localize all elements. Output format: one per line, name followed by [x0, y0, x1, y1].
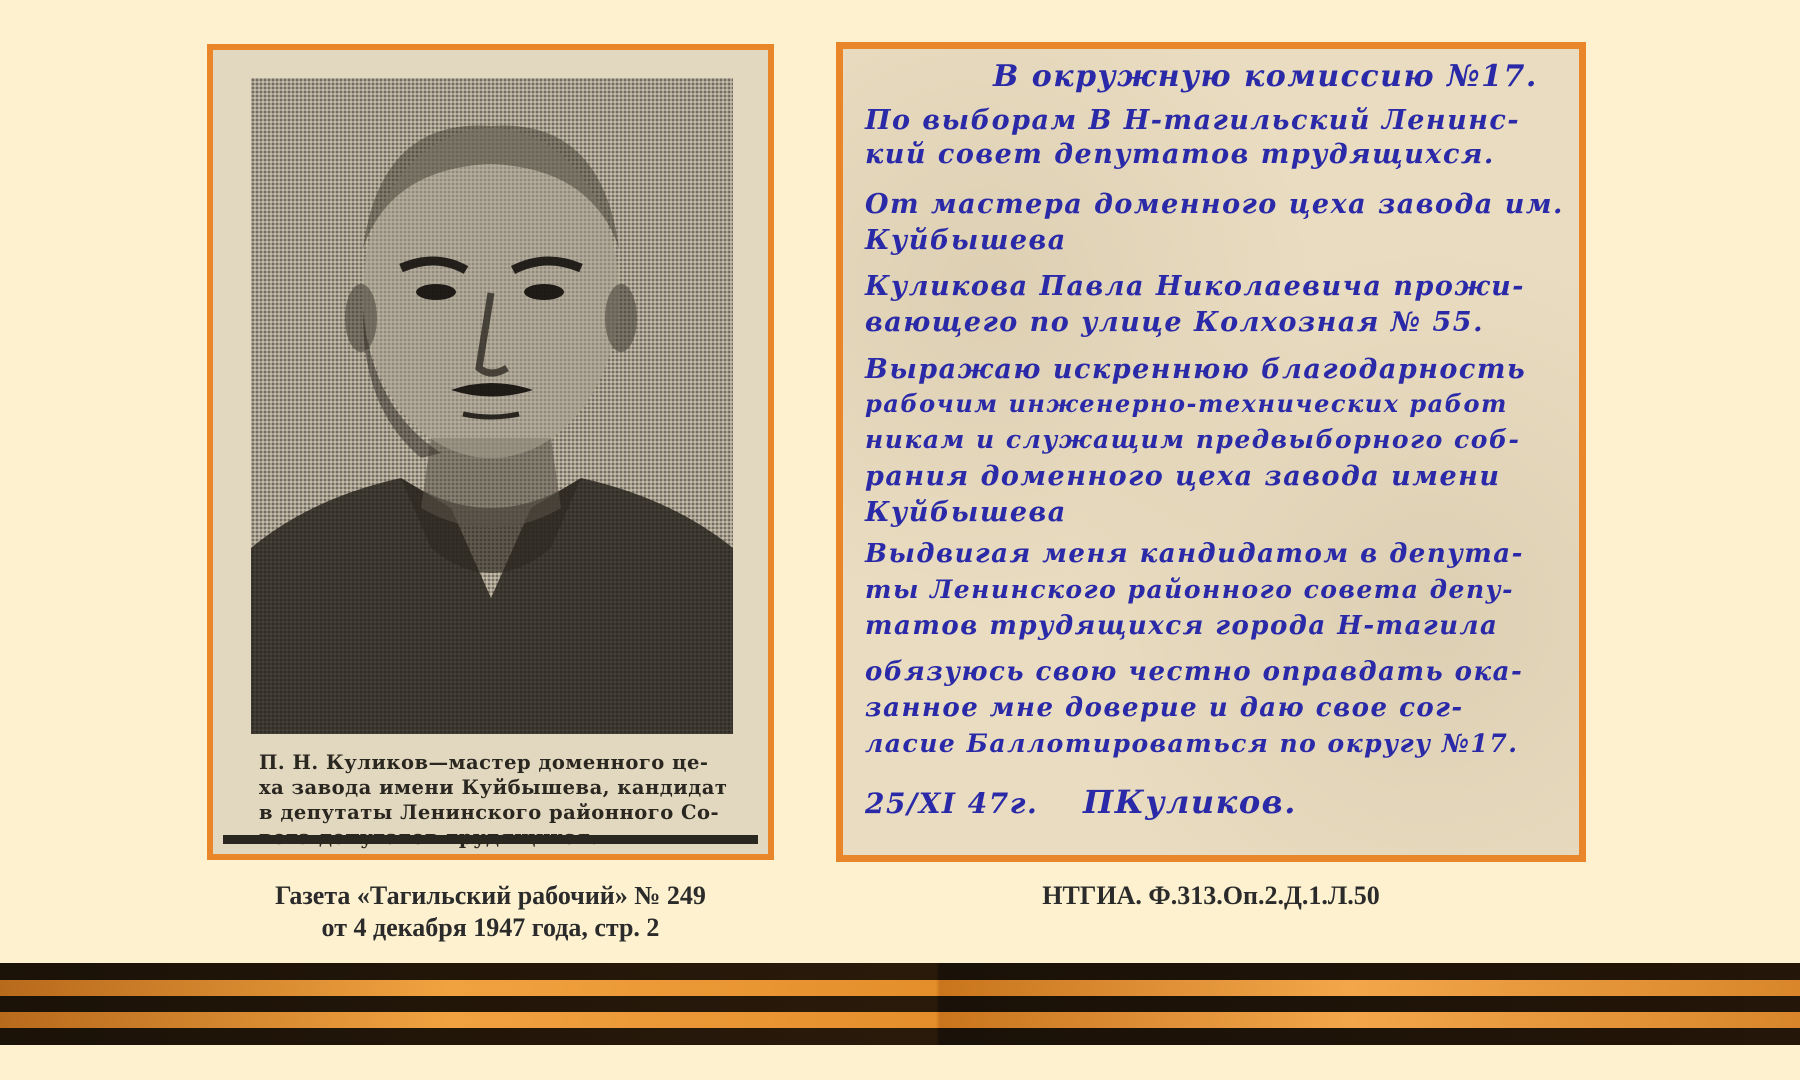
- newspaper-clipping: [213, 50, 768, 854]
- handwritten-letter-frame: [836, 42, 1586, 862]
- letter-date: 25/XI 47г.: [865, 787, 1039, 820]
- newspaper-rule: [223, 835, 758, 844]
- letter-line: Выражаю искреннюю благодарность: [865, 354, 1527, 385]
- st-george-ribbon: [0, 963, 1800, 1052]
- letter-heading: В окружную комиссию №17.: [993, 59, 1538, 94]
- source-caption-line: Газета «Тагильский рабочий» № 249: [275, 881, 706, 910]
- letter-line: Выдвигая меня кандидатом в депута-: [865, 539, 1524, 569]
- letter-line: обязуюсь свою честно оправдать ока-: [865, 657, 1524, 687]
- newspaper-clipping-frame: [207, 44, 774, 860]
- letter-line: рабочим инженерно-технических работ: [865, 389, 1508, 418]
- letter-line: занное мне доверие и даю свое сог-: [865, 693, 1464, 723]
- portrait-photo: [251, 78, 733, 734]
- letter-line: ты Ленинского районного совета депу-: [865, 575, 1514, 604]
- portrait-figure: [251, 78, 733, 734]
- source-caption-line: от 4 декабря 1947 года, стр. 2: [321, 913, 660, 942]
- letter-line: Куйбышева: [865, 225, 1067, 256]
- letter-line: кий совет депутатов трудящихся.: [865, 139, 1495, 170]
- letter-line: Куликова Павла Николаевича прожи-: [865, 271, 1525, 302]
- photo-caption-line: в депутаты Ленинского районного Со-: [259, 801, 720, 824]
- letter-line: вающего по улице Колхозная № 55.: [865, 307, 1484, 338]
- letter-line: По выборам В Н-тагильский Ленинс-: [865, 105, 1521, 136]
- letter-line: Куйбышева: [865, 497, 1067, 528]
- letter-line: ласие Баллотироваться по округу №17.: [865, 729, 1519, 758]
- letter-line: татов трудящихся города Н-тагила: [865, 611, 1499, 641]
- letter-line: От мастера доменного цеха завода им.: [865, 189, 1564, 220]
- letter-line: никам и служащим предвыборного соб-: [865, 425, 1521, 454]
- letter-line: рания доменного цеха завода имени: [865, 461, 1501, 492]
- photo-caption-line: ха завода имени Куйбышева, кандидат: [259, 776, 728, 799]
- letter-signature: ПКуликов.: [1083, 783, 1297, 821]
- archive-source-caption: НТГИА. Ф.313.Оп.2.Д.1.Л.50: [1042, 881, 1380, 910]
- newspaper-source-caption: [207, 880, 774, 944]
- photo-caption-line: П. Н. Куликов—мастер доменного це-: [259, 751, 709, 774]
